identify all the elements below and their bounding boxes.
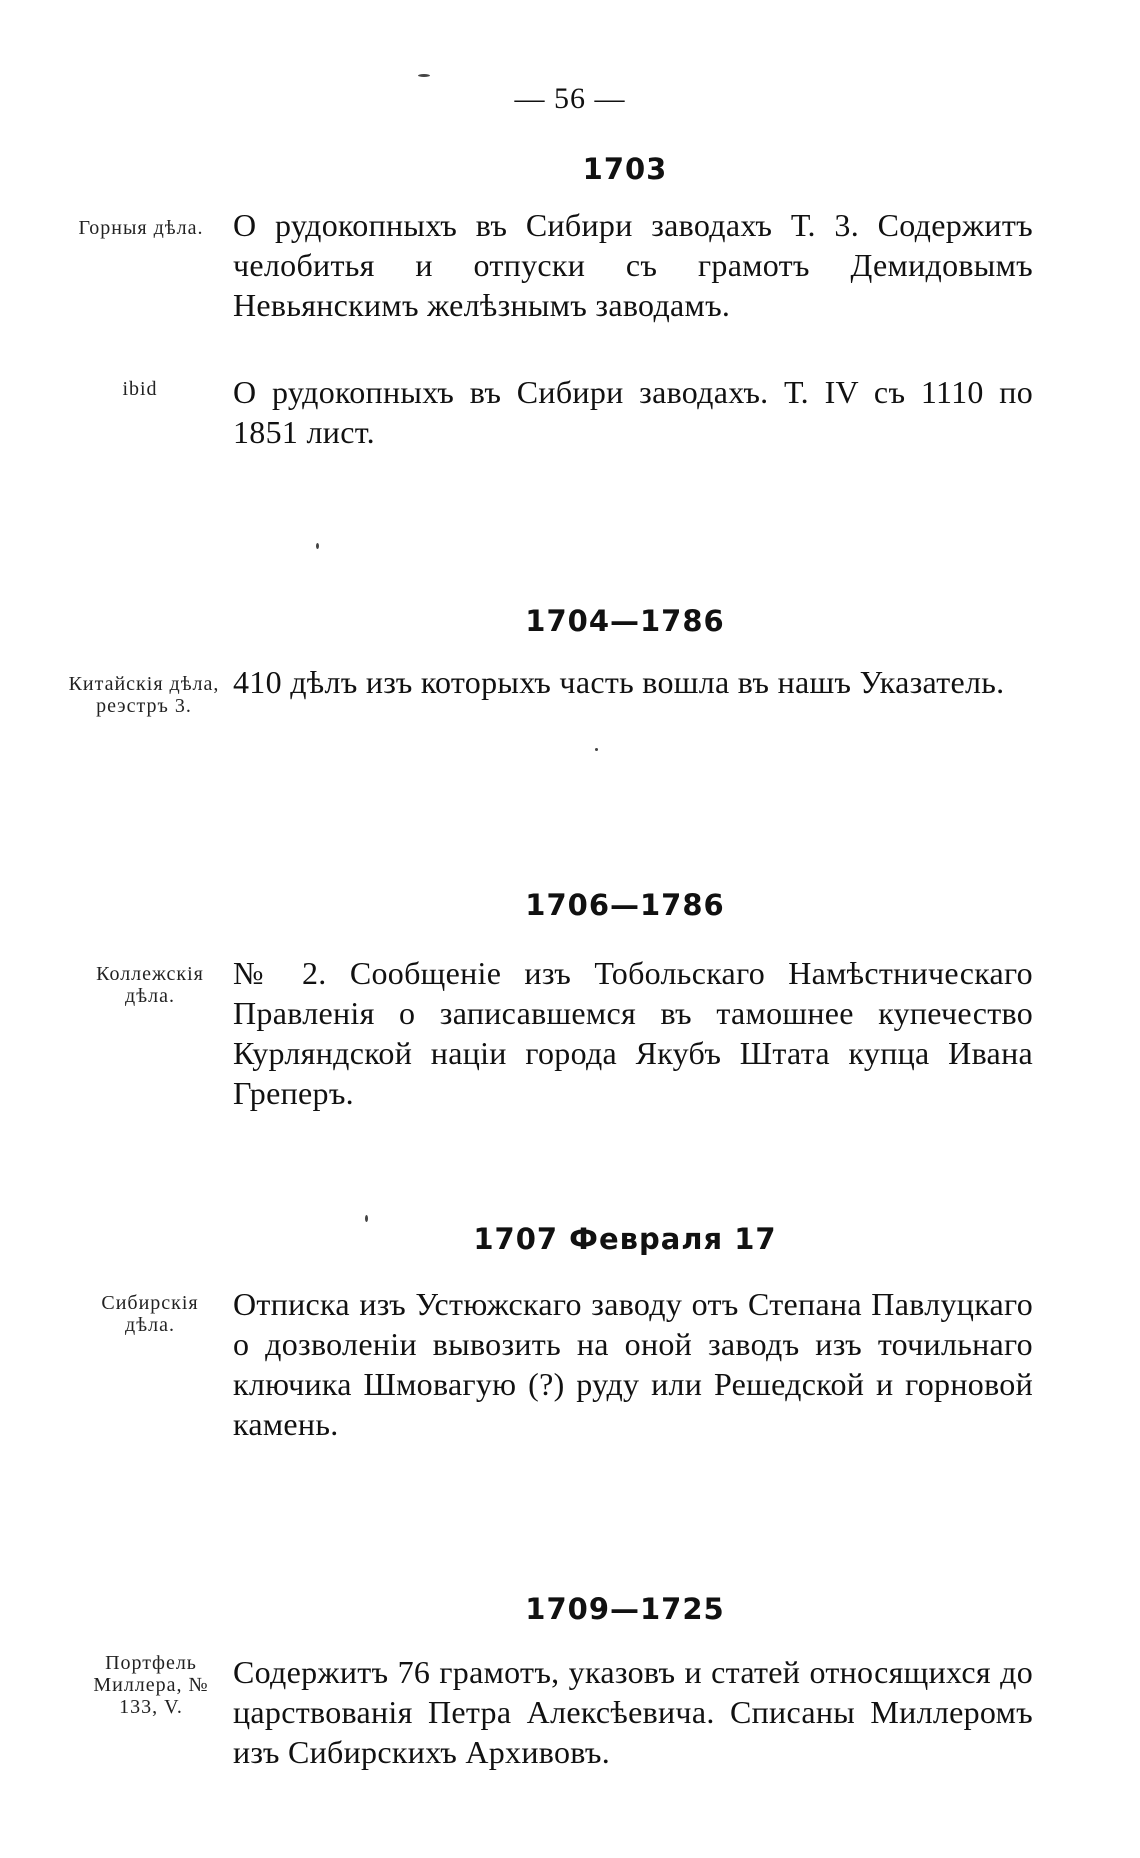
section-year: 1704—1786 [525,604,725,638]
entry-text: Содержитъ 76 грамотъ, указовъ и статей относящихся до царствованія Петра Алексѣевича. Списаны Миллеромъ изъ Сибирскихъ Архивовъ. [233,1654,1033,1770]
page-number: — 56 — [514,82,626,115]
margin-note: Коллежскія дѣла. [96,963,204,1007]
entry-text: 410 дѣлъ изъ которыхъ часть вошла въ нашъ Указатель. [233,664,1005,700]
section-year: 1706—1786 [525,888,725,922]
entry-text: О рудокопныхъ въ Сибири заводахъ Т. 3. Содержитъ челобитья и отпуски съ грамотъ Демидовымъ Невьянскимъ желѣзнымъ заводамъ. [233,207,1033,323]
entry-text: О рудокопныхъ въ Сибири заводахъ. Т. IV съ 1110 по 1851 лист. [233,374,1033,450]
print-speck [365,1215,368,1222]
entry-text: № 2. Сообщеніе изъ Тобольскаго Намѣстническаго Правленія о записавшемся въ тамошнее купечество Курляндской націи города Якубъ Штата купца Ивана Греперъ. [233,955,1033,1111]
margin-note: Сибирскія дѣла. [101,1292,199,1336]
margin-note: Портфель Миллера, № 133, V. [93,1652,209,1718]
print-speck [316,543,319,549]
entry-text: Отписка изъ Устюжскаго заводу отъ Степана Павлуцкаго о дозволеніи вывозить на оной заводъ изъ точильнаго ключика Шмовагую (?) руду или Решедской и горновой камень. [233,1286,1033,1442]
section-year: 1703 [582,152,668,186]
print-speck [418,74,430,77]
margin-note: ibid [122,378,158,400]
section-year: 1709—1725 [525,1592,725,1626]
margin-note: Горныя дѣла. [78,217,204,239]
print-speck [595,748,598,751]
margin-note: Китайскія дѣла, реэстръ 3. [68,673,220,717]
section-year: 1707 Февраля 17 [473,1222,777,1256]
